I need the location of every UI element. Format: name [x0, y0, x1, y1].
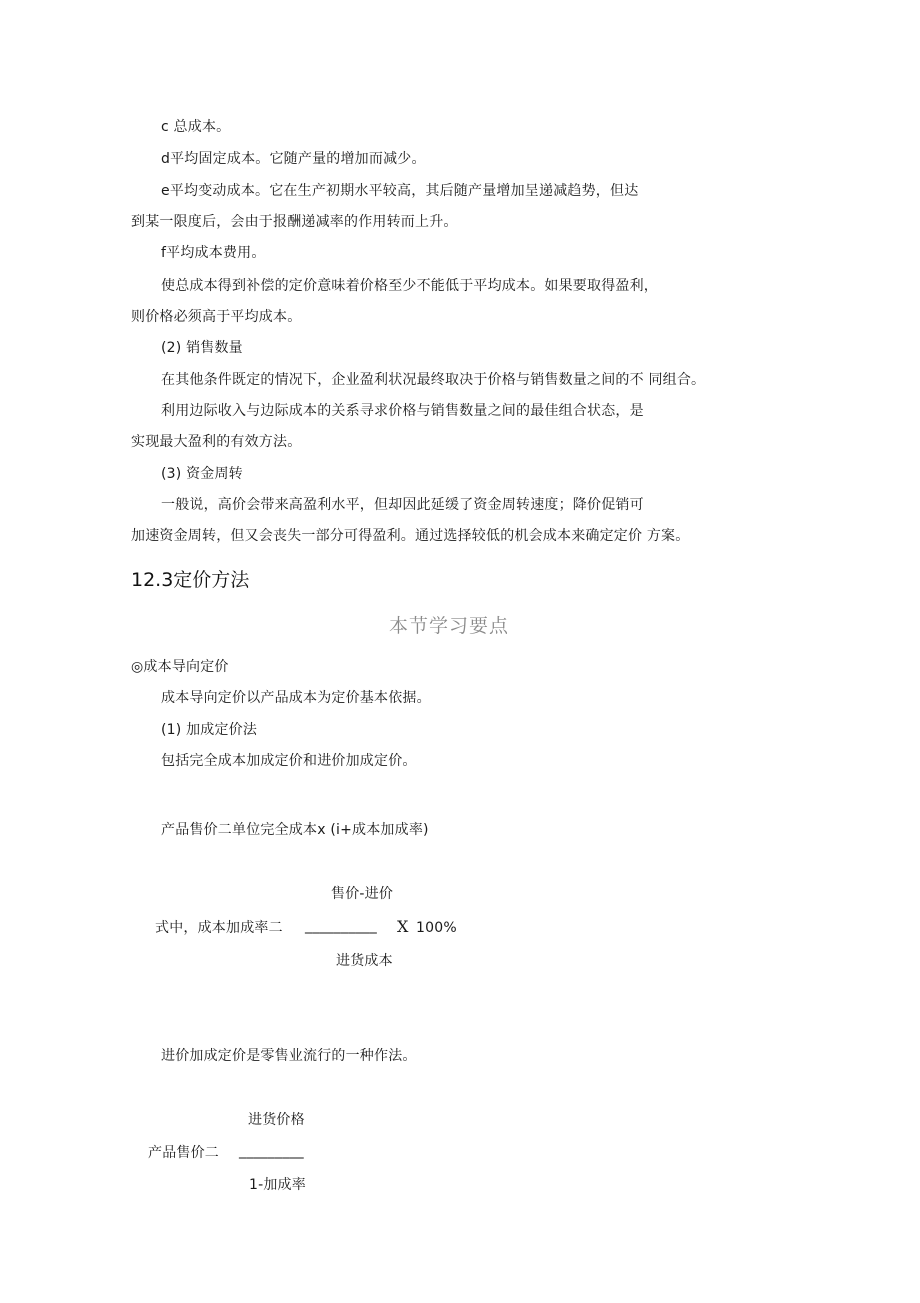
- formula-retail-price-denominator: 1-加成率: [249, 1177, 306, 1193]
- section-heading: 12.3定价方法: [131, 569, 250, 591]
- formula-retail-price-label: 产品售价二: [148, 1145, 219, 1161]
- paragraph-marginal-line2: 实现最大盈利的有效方法。: [131, 434, 302, 450]
- formula-markup-rate-numerator: 售价-进价: [331, 886, 394, 902]
- paragraph-capital-turnover-line2: 加速资金周转，但又会丧失一部分可得盈利。通过选择较低的机会成本来确定定价 方案。: [131, 528, 690, 544]
- formula-full-cost-markup: 产品售价二单位完全成本x (i+成本加成率): [161, 822, 429, 838]
- cost-oriented-intro: 成本导向定价以产品成本为定价基本依据。: [161, 690, 431, 706]
- paragraph-total-cost: c 总成本。: [161, 119, 231, 135]
- formula-markup-rate-times: X: [397, 917, 409, 936]
- paragraph-cost-compensation-line2: 则价格必须高于平均成本。: [131, 309, 302, 325]
- study-points-title: 本节学习要点: [389, 615, 510, 637]
- formula-markup-rate-fraction-bar: __________: [305, 918, 377, 934]
- subheading-capital-turnover: (3) 资金周转: [161, 466, 243, 482]
- formula-markup-rate-label: 式中，成本加成率二: [155, 920, 283, 936]
- paragraph-capital-turnover-line1: 一般说，高价会带来高盈利水平，但却因此延缓了资金周转速度；降价促销可: [161, 497, 644, 513]
- formula-retail-price-fraction-bar: _________: [239, 1143, 304, 1159]
- paragraph-average-fixed-cost: d平均固定成本。它随产量的增加而减少。: [161, 151, 426, 167]
- formula-markup-rate-percent: 100%: [416, 920, 457, 936]
- formula-retail-price-numerator: 进货价格: [248, 1112, 305, 1128]
- paragraph-cost-compensation-line1: 使总成本得到补偿的定价意味着价格至少不能低于平均成本。如果要取得盈利，: [161, 278, 658, 294]
- paragraph-average-variable-cost-line2: 到某一限度后，会由于报酬递减率的作用转而上升。: [131, 214, 458, 230]
- paragraph-profit-combination: 在其他条件既定的情况下，企业盈利状况最终取决于价格与销售数量之间的不 同组合。: [161, 372, 706, 388]
- paragraph-average-cost: f平均成本费用。: [161, 245, 266, 261]
- retail-markup-note: 进价加成定价是零售业流行的一种作法。: [161, 1048, 417, 1064]
- formula-markup-rate-denominator: 进货成本: [336, 953, 393, 969]
- cost-oriented-heading: ◎成本导向定价: [131, 659, 229, 675]
- paragraph-marginal-line1: 利用边际收入与边际成本的关系寻求价格与销售数量之间的最佳组合状态，是: [161, 403, 644, 419]
- subheading-markup-pricing: (1) 加成定价法: [161, 722, 258, 738]
- paragraph-average-variable-cost-line1: e平均变动成本。它在生产初期水平较高，其后随产量增加呈递减趋势，但达: [161, 183, 639, 199]
- markup-pricing-description: 包括完全成本加成定价和进价加成定价。: [161, 753, 417, 769]
- subheading-sales-quantity: (2) 销售数量: [161, 340, 243, 356]
